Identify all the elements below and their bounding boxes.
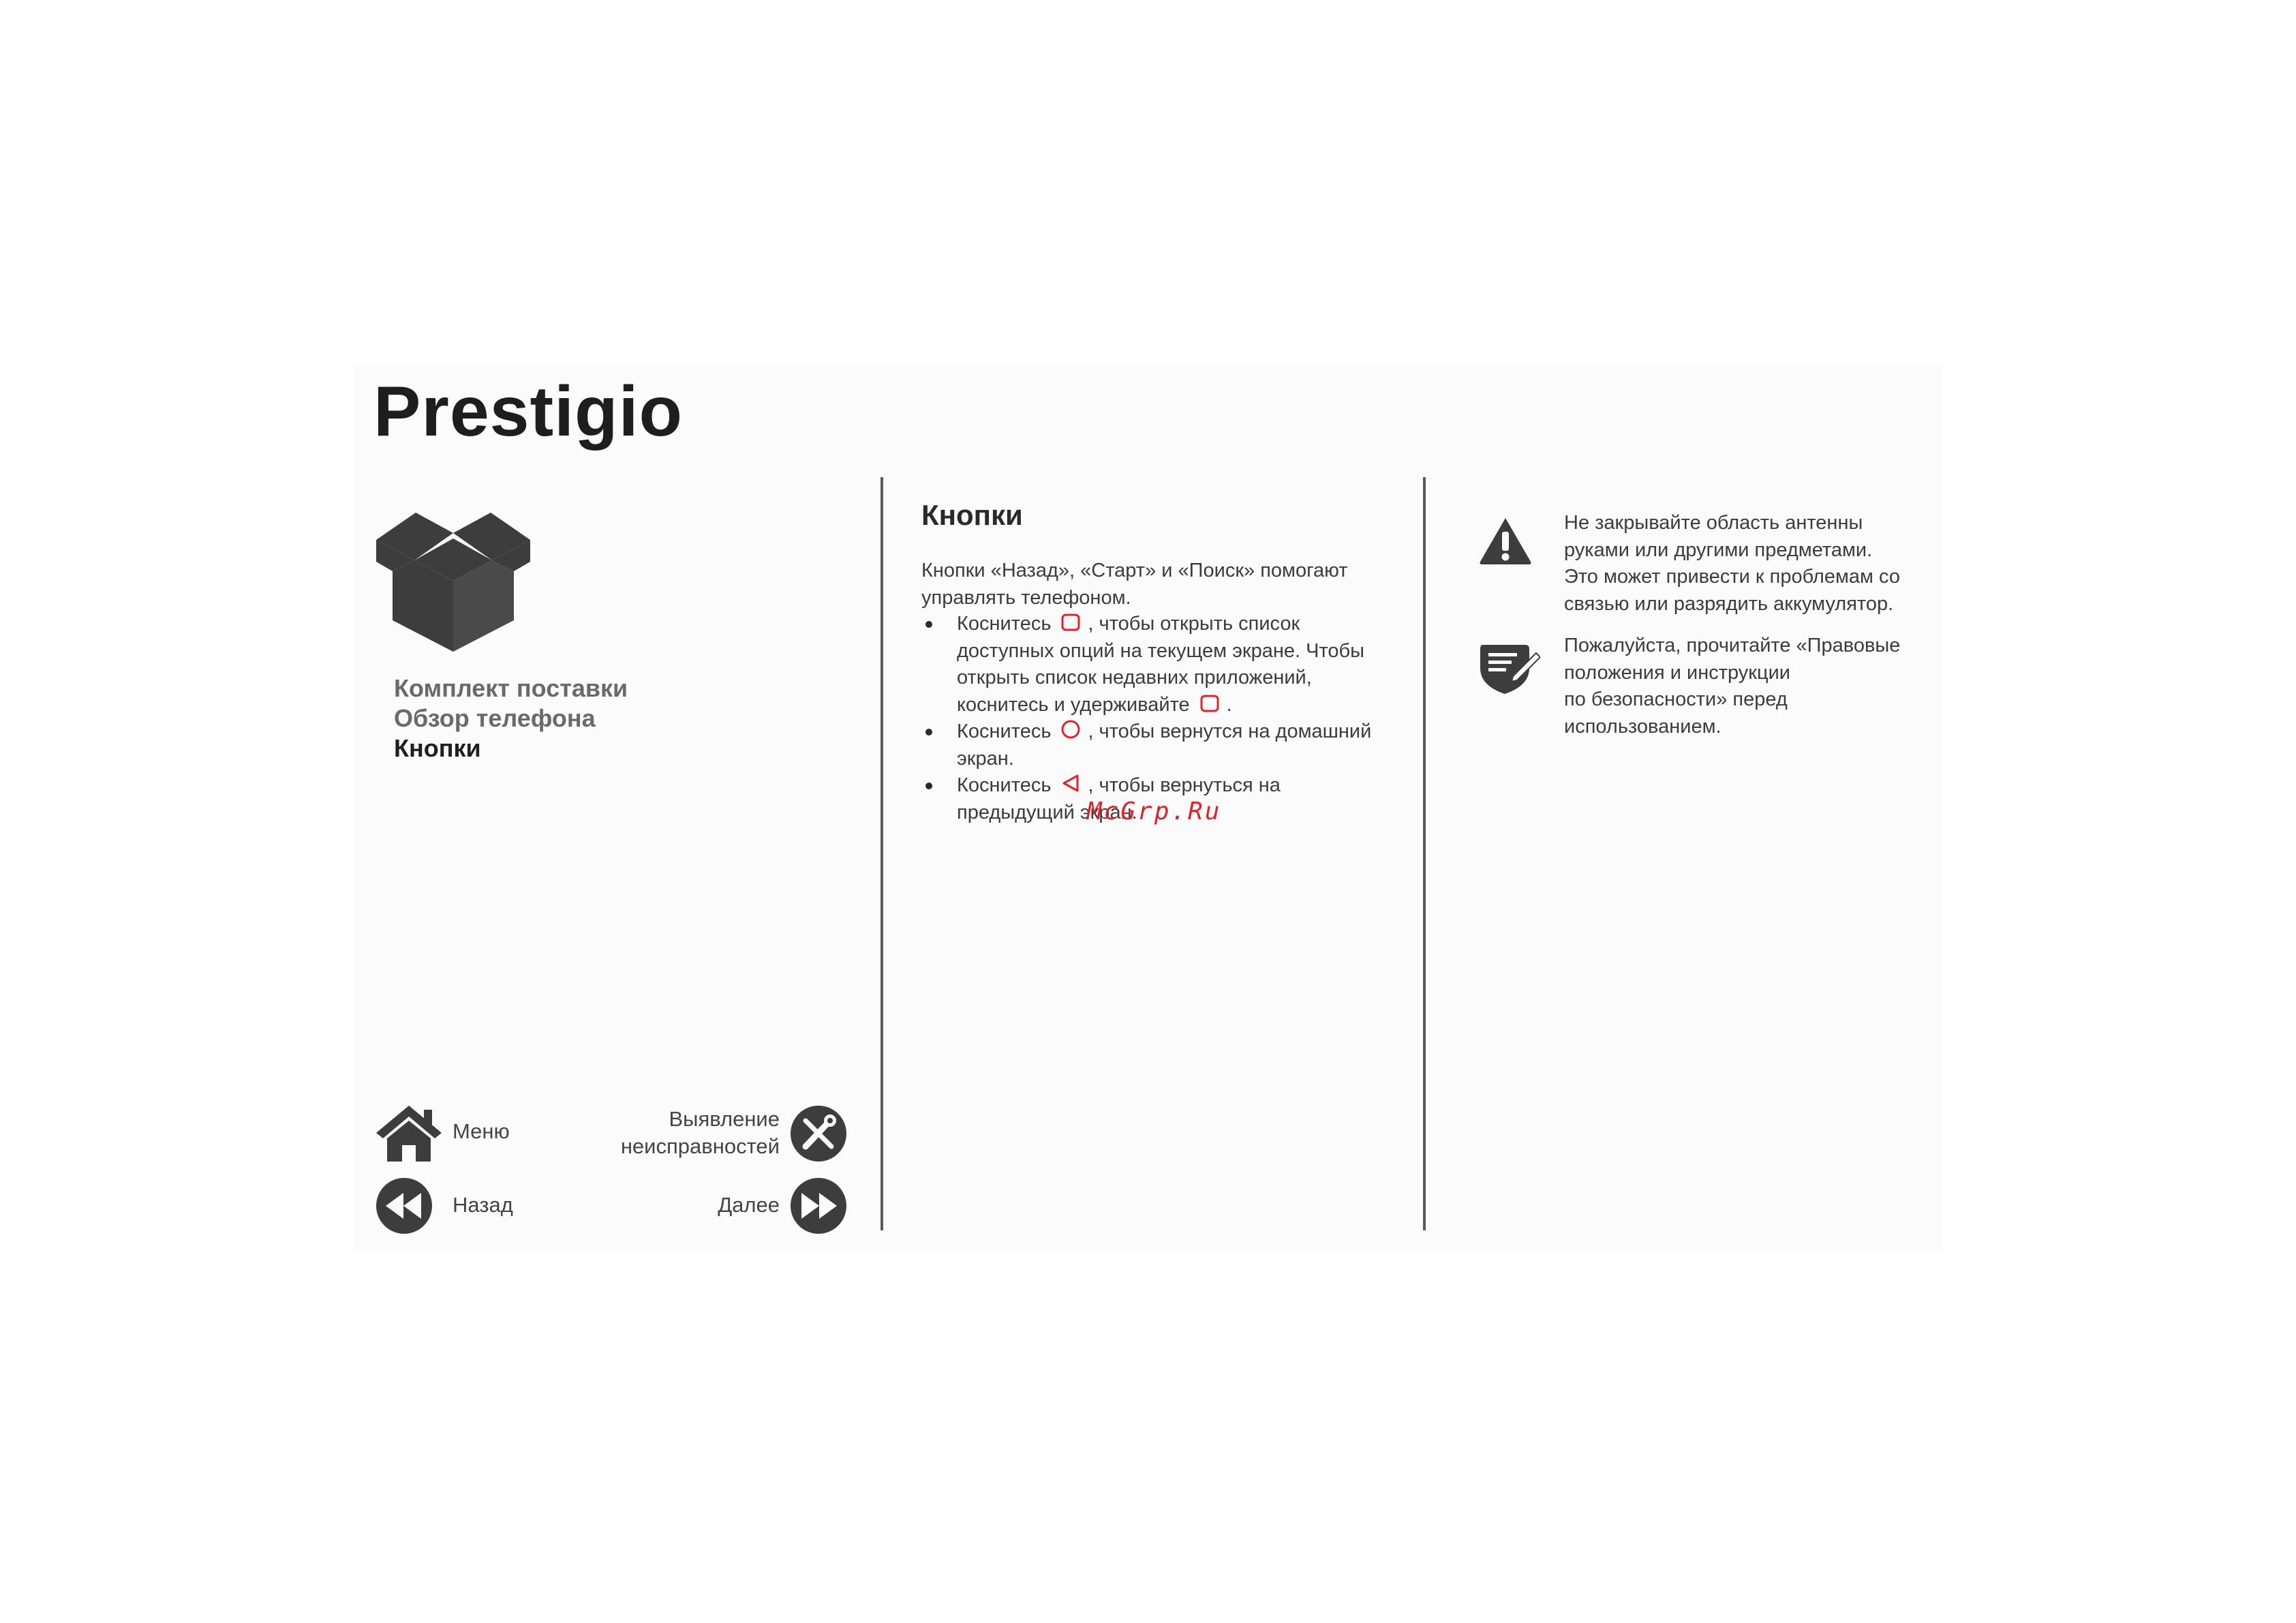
note-line: руками или другими предметами. xyxy=(1564,539,1873,561)
tools-icon[interactable] xyxy=(791,1106,846,1162)
buttons-list xyxy=(921,611,1398,826)
troubleshooting-link[interactable] xyxy=(613,1106,780,1160)
sidebar-item-phone-overview[interactable]: Обзор телефона xyxy=(394,704,596,732)
note-line: Это может привести к проблемам со xyxy=(1564,566,1900,588)
note-line: положения и инструкции xyxy=(1564,661,1790,684)
bullet-text: экран. xyxy=(957,747,1014,770)
note-line: использованием. xyxy=(1564,715,1721,738)
package-box-icon xyxy=(376,504,530,652)
home-circle-icon xyxy=(1060,719,1081,740)
bullet-text: Коснитесь xyxy=(957,774,1052,796)
next-link[interactable]: Далее xyxy=(718,1193,780,1217)
home-icon[interactable] xyxy=(376,1106,442,1162)
prestigio-logo: Prestigio xyxy=(373,372,683,451)
sidebar-nav xyxy=(394,673,628,763)
note-line: Пожалуйста, прочитайте «Правовые xyxy=(1564,635,1901,656)
bullet-text: Коснитесь xyxy=(957,613,1052,635)
bullet-text: , чтобы открыть список xyxy=(1088,613,1300,635)
note-pencil-icon xyxy=(1478,638,1540,695)
troubleshooting-label-line1: Выявление xyxy=(669,1107,780,1131)
bullet-text: предыдущий экран. xyxy=(957,801,1137,823)
bullet-text: коснитесь и удерживайте xyxy=(957,693,1190,716)
note-line: по безопасности» перед xyxy=(1564,688,1788,710)
intro-line: управлять телефоном. xyxy=(921,586,1131,609)
rewind-back-icon[interactable] xyxy=(376,1178,432,1234)
back-triangle-icon xyxy=(1060,773,1081,793)
list-item-home-button xyxy=(921,718,1398,772)
column-divider-left xyxy=(881,477,883,1230)
note-line: Не закрывайте область антенны xyxy=(1564,512,1863,534)
bullet-text: Коснитесь xyxy=(957,721,1052,742)
section-title: Кнопки xyxy=(921,499,1023,531)
menu-square-icon xyxy=(1199,694,1220,713)
bullet-text: , чтобы вернутся на домашний xyxy=(1088,721,1372,742)
fast-forward-next-icon[interactable] xyxy=(791,1178,846,1234)
column-divider-right xyxy=(1423,477,1426,1230)
list-item-menu-button xyxy=(921,611,1398,718)
note-line: связью или разрядить аккумулятор. xyxy=(1564,592,1894,615)
troubleshooting-label-line2: неисправностей xyxy=(620,1134,780,1158)
warning-note xyxy=(1564,510,1946,618)
warning-icon xyxy=(1479,517,1532,566)
bullet-text: открыть список недавних приложений, xyxy=(957,667,1312,688)
bullet-text: . xyxy=(1226,693,1232,716)
intro-paragraph xyxy=(921,558,1412,611)
menu-square-icon xyxy=(1060,613,1081,632)
bullet-text: доступных опций на текущем экране. Чтобы xyxy=(957,639,1364,662)
watermark: McGrp.Ru xyxy=(1087,798,1222,825)
sidebar-item-buttons[interactable]: Кнопки xyxy=(394,734,481,762)
menu-link[interactable]: Меню xyxy=(453,1119,510,1143)
back-link[interactable]: Назад xyxy=(453,1193,513,1217)
intro-line: Кнопки «Назад», «Старт» и «Поиск» помогают xyxy=(921,560,1348,581)
sidebar-item-package-contents[interactable]: Комплект поставки xyxy=(394,674,628,702)
bullet-text: , чтобы вернуться на xyxy=(1088,774,1281,796)
info-note xyxy=(1564,633,1946,740)
